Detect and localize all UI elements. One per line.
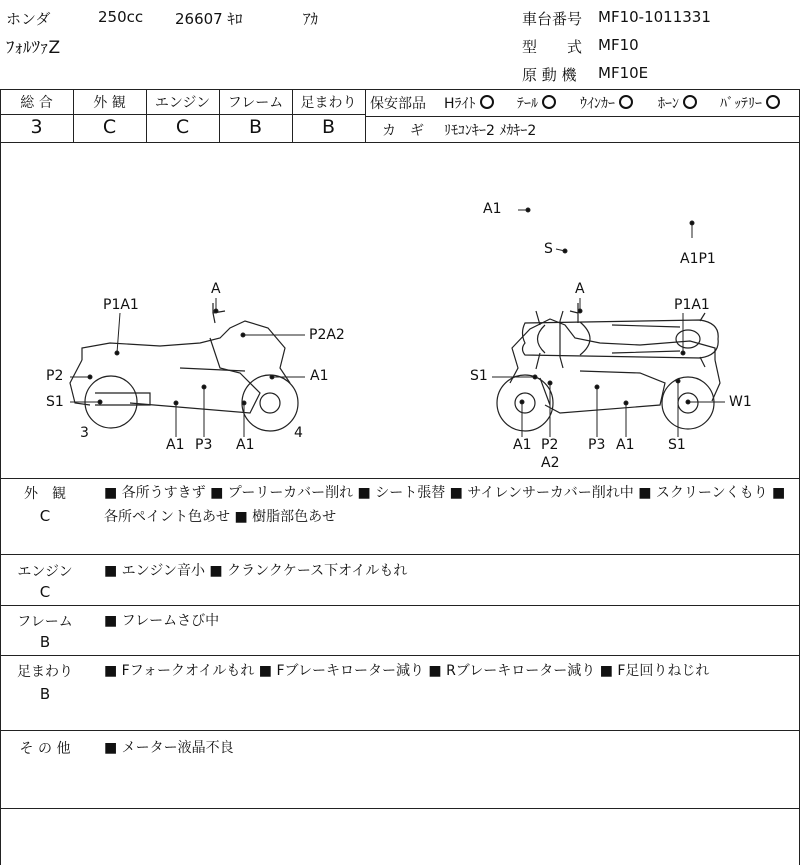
safety-item-tail: [517, 93, 556, 113]
diagram-label: P2A2: [309, 327, 345, 343]
grade-header-frame: フレーム: [227, 95, 284, 111]
right-view-scooter: [497, 303, 720, 431]
section-notes-suspension: ■ Fフォークオイルもれ ■ Fブレーキローター減り ■ Rブレーキローター減り ■ F足回りねじれ: [104, 663, 710, 679]
diagram-label: A1: [483, 201, 502, 217]
model-name: ﾌｫﾙﾂｧZ: [6, 38, 61, 58]
maker: ホンダ: [6, 10, 51, 28]
safety-item-winker: [580, 93, 633, 113]
diagram-label: A1: [310, 368, 329, 384]
engine-value: MF10E: [598, 64, 649, 82]
section-notes-engine: ■ エンジン音小 ■ クランクケース下オイルもれ: [104, 563, 408, 579]
grade-suspension: B: [321, 116, 336, 138]
section-title-other: そ の 他: [19, 741, 71, 757]
diagram-label: P1A1: [103, 297, 139, 313]
diagram-label: P2: [541, 437, 559, 453]
diagram-label: 4: [294, 425, 303, 441]
section-grade-engine: C: [39, 583, 51, 601]
keys-value: ﾘﾓｺﾝｷｰ2 ﾒｶｷｰ2: [444, 123, 537, 139]
section-grade-exterior: C: [39, 507, 51, 525]
safety-item-battery: [720, 93, 780, 113]
color: ｱｶ: [303, 10, 319, 28]
divider: [0, 730, 800, 731]
safety-item-label: ﾎｰﾝ: [658, 96, 679, 112]
diagram-label: S1: [470, 368, 488, 384]
safety-item-headlight: [444, 93, 494, 113]
safety-label: 保安部品: [370, 96, 426, 112]
diagram-label: S1: [668, 437, 686, 453]
diagram-label: S: [544, 241, 553, 257]
mileage: 26607 ｷﾛ: [175, 10, 243, 28]
diagram-label: A1: [166, 437, 185, 453]
diagram-label: P2: [46, 368, 64, 384]
ok-circle-icon: [542, 95, 556, 109]
type-label: 型 式: [522, 38, 583, 56]
divider: [0, 114, 365, 115]
diagram-label: P3: [588, 437, 606, 453]
diagram-label: A: [211, 281, 221, 297]
divider: [0, 605, 800, 606]
grade-header-exterior: 外 観: [93, 95, 126, 111]
divider: [0, 89, 800, 90]
safety-item-label: Hﾗｲﾄ: [444, 96, 476, 112]
safety-item-label: ﾃｰﾙ: [517, 96, 538, 112]
section-grade-frame: B: [39, 633, 51, 651]
ok-circle-icon: [766, 95, 780, 109]
ok-circle-icon: [619, 95, 633, 109]
grade-engine: C: [175, 116, 190, 138]
diagram-label: A: [575, 281, 585, 297]
engine-label: 原 動 機: [522, 66, 577, 84]
diagram-label: A2: [541, 455, 560, 471]
divider: [0, 655, 800, 656]
displacement: 250cc: [98, 8, 144, 26]
diagram-label: A1: [236, 437, 255, 453]
diagram-label: A1P1: [680, 251, 716, 267]
divider: [0, 808, 800, 809]
diagram-label: 3: [80, 425, 89, 441]
diagram-label: A1: [513, 437, 532, 453]
section-title-engine: エンジン: [17, 564, 73, 580]
divider: [0, 478, 800, 479]
grade-frame: B: [248, 116, 263, 138]
ok-circle-icon: [480, 95, 494, 109]
grade-header-overall: 総 合: [20, 95, 53, 111]
section-title-exterior: 外 観: [24, 486, 66, 502]
section-notes-other: ■ メーター液晶不良: [104, 740, 234, 756]
safety-item-horn: [658, 93, 697, 113]
frame-no-label: 車台番号: [522, 10, 583, 28]
grade-header-engine: エンジン: [154, 95, 211, 111]
section-title-frame: フレーム: [17, 614, 73, 630]
diagram-label: S1: [46, 394, 64, 410]
ok-circle-icon: [683, 95, 697, 109]
section-notes-exterior: ■ 各所うすきず ■ プーリーカバー削れ ■ シート張替 ■ サイレンサーカバー削れ中 ■ スクリーンくもり ■ 各所ペイント色あせ ■ 樹脂部色あせ: [104, 485, 786, 525]
section-grade-suspension: B: [39, 685, 51, 703]
section-title-suspension: 足まわり: [17, 664, 73, 680]
safety-item-label: ﾊﾞｯﾃﾘｰ: [720, 96, 762, 112]
diagram-label: P1A1: [674, 297, 710, 313]
frame-no: MF10-1011331: [598, 8, 711, 26]
diagram-label: A1: [616, 437, 635, 453]
section-notes-frame: ■ フレームさび中: [104, 613, 220, 629]
left-view-scooter: [70, 303, 298, 431]
divider: [0, 554, 800, 555]
diagram-label: P3: [195, 437, 213, 453]
divider: [365, 116, 800, 117]
diagram-label: W1: [729, 394, 752, 410]
keys-label: カ ギ: [382, 123, 424, 139]
type-value: MF10: [598, 36, 639, 54]
safety-item-label: ｳｲﾝｶｰ: [580, 96, 615, 112]
grade-exterior: C: [102, 116, 117, 138]
grade-overall: 3: [30, 116, 43, 138]
grade-header-suspension: 足まわり: [300, 95, 357, 111]
